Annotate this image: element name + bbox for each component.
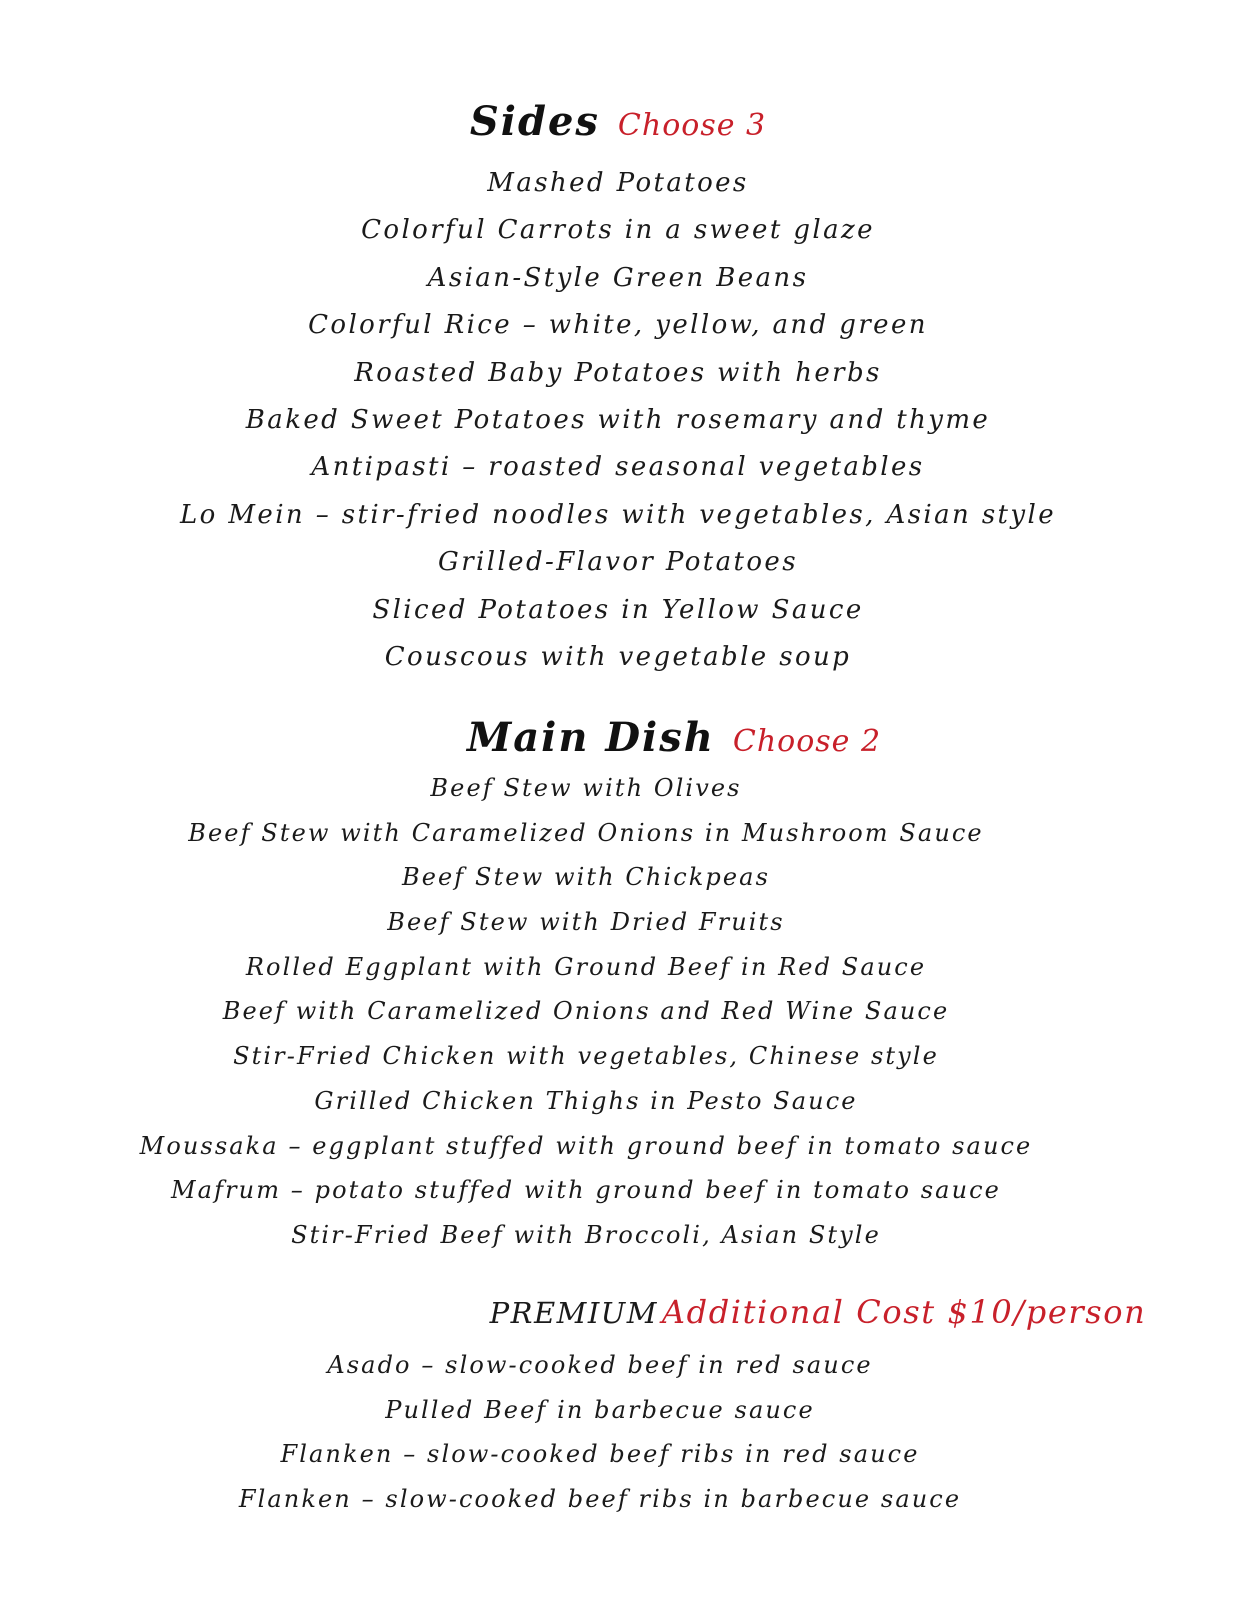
main-dish-item: Rolled Eggplant with Ground Beef in Red Sauce [245, 952, 927, 981]
premium-list [0, 1343, 1218, 1521]
sides-item: Grilled-Flavor Potatoes [438, 547, 798, 578]
premium-label: PREMIUM [489, 1296, 658, 1330]
main-dish-item: Beef with Caramelized Onions and Red Wine Sauce [222, 997, 950, 1026]
premium-item: Pulled Beef in barbecue sauce [385, 1395, 815, 1424]
sides-item: Roasted Baby Potatoes with herbs [354, 357, 882, 388]
main-dish-item: Mafrum – potato stuffed with ground beef in tomato sauce [171, 1176, 1001, 1205]
main-dish-item: Beef Stew with Dried Fruits [387, 908, 785, 937]
sides-item: Colorful Carrots in a sweet glaze [361, 215, 875, 246]
main-dish-item: Beef Stew with Chickpeas [401, 863, 771, 892]
sides-item: Antipasti – roasted seasonal vegetables [311, 452, 925, 483]
sides-list [0, 160, 1236, 681]
sides-item: Baked Sweet Potatoes with rosemary and thyme [245, 404, 991, 435]
main-dish-choose-label: Choose 2 [732, 724, 882, 759]
main-dish-title: Main Dish [466, 714, 715, 761]
main-dish-item: Beef Stew with Olives [430, 774, 742, 802]
premium-heading [200, 1293, 1236, 1331]
premium-item: Asado – slow-cooked beef in red sauce [327, 1351, 873, 1379]
main-dish-item: Beef Stew with Caramelized Onions in Mushroom Sauce [188, 818, 984, 847]
main-dish-item: Grilled Chicken Thighs in Pesto Sauce [314, 1086, 858, 1115]
premium-cost-label: Additional Cost $10/person [661, 1293, 1147, 1331]
sides-choose-label: Choose 3 [617, 108, 767, 143]
sides-item: Lo Mein – stir-fried noodles with vegetables, Asian style [180, 499, 1056, 530]
main-dish-item: Stir-Fried Chicken with vegetables, Chinese style [233, 1042, 939, 1071]
main-dish-item: Stir-Fried Beef with Broccoli, Asian Style [291, 1220, 881, 1249]
sides-item: Sliced Potatoes in Yellow Sauce [372, 594, 864, 625]
sides-item: Asian-Style Green Beans [427, 262, 809, 293]
main-dish-list [0, 766, 1204, 1258]
premium-item: Flanken – slow-cooked beef ribs in barbecue sauce [238, 1484, 962, 1513]
premium-item: Flanken – slow-cooked beef ribs in red sauce [280, 1440, 920, 1468]
sides-item: Colorful Rice – white, yellow, and green [308, 310, 928, 341]
sides-title: Sides [469, 98, 600, 145]
main-dish-heading [56, 714, 1236, 761]
sides-item: Mashed Potatoes [487, 168, 749, 198]
sides-heading [0, 98, 1236, 145]
sides-item: Couscous with vegetable soup [384, 641, 852, 672]
main-dish-item: Moussaka – eggplant stuffed with ground beef in tomato sauce [139, 1131, 1033, 1160]
